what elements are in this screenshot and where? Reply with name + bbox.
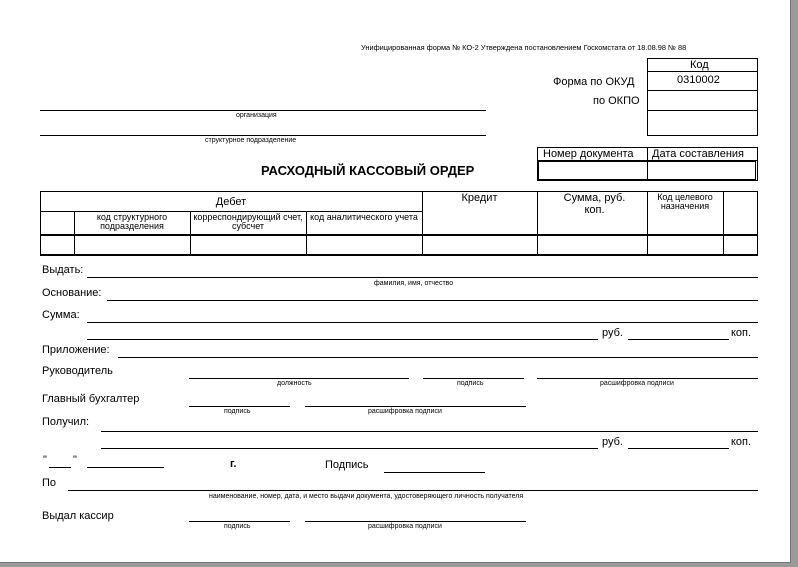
rasshifrovka-caption: расшифровка подписи: [600, 380, 674, 387]
po-line[interactable]: [68, 490, 758, 491]
organization-line[interactable]: [40, 110, 486, 111]
rasshifrovka-caption: расшифровка подписи: [368, 408, 442, 415]
okud-label: Форма по ОКУД: [553, 76, 635, 88]
quote-open: ": [43, 454, 47, 466]
quote-close: ": [73, 454, 77, 466]
prilozhenie-label: Приложение:: [42, 344, 110, 356]
form-note: Унифицированная форма № КО-2 Утверждена постановлением Госкомстата от 18.08.98 № 88: [361, 43, 687, 52]
organization-caption: организация: [236, 112, 277, 119]
division-line[interactable]: [40, 135, 486, 136]
okpo-label: по ОКПО: [593, 95, 640, 107]
podpis-label: Подпись: [325, 459, 369, 471]
rukovoditel-decode-line[interactable]: [537, 378, 758, 379]
doc-caption: наименование, номер, дата, и место выдачи документа, удостоверяющего личность получателя: [209, 493, 524, 500]
row-cell-division-code[interactable]: [75, 236, 189, 253]
rub-label: руб.: [602, 436, 623, 448]
summa-label: Сумма:: [42, 309, 80, 321]
dolzhnost-caption: должность: [277, 380, 312, 387]
summa-line-2[interactable]: [87, 339, 598, 340]
rub-label: руб.: [602, 327, 623, 339]
podpis-caption: подпись: [224, 408, 251, 415]
osnovanie-label: Основание:: [42, 287, 102, 299]
poluchil-line[interactable]: [101, 431, 758, 432]
glavbuh-sign-line[interactable]: [189, 406, 290, 407]
poluchil-line-2[interactable]: [101, 448, 598, 449]
podpis-caption: подпись: [457, 380, 484, 387]
fio-caption: фамилия, имя, отчество: [374, 280, 454, 287]
vydal-kassir-label: Выдал кассир: [42, 510, 114, 522]
kop-label: коп.: [731, 327, 752, 339]
osnovanie-line[interactable]: [107, 300, 758, 301]
podpis-caption: подпись: [224, 523, 251, 530]
date-header: Дата составления: [652, 148, 744, 160]
glavbuh-decode-line[interactable]: [305, 406, 526, 407]
kod-label: Код: [690, 59, 709, 71]
kassir-decode-line[interactable]: [305, 521, 526, 522]
god-label: г.: [230, 458, 237, 470]
division-caption: структурное подразделение: [205, 137, 297, 144]
month-line[interactable]: [87, 467, 164, 468]
rukovoditel-label: Руководитель: [42, 365, 113, 377]
debit-sub-analytic-code: код аналитического учета: [310, 212, 418, 222]
row-cell-target-code[interactable]: [648, 236, 722, 253]
row-cell[interactable]: [41, 236, 73, 253]
okud-value: 0310002: [677, 74, 720, 86]
kop-label: коп.: [731, 436, 752, 448]
summa-line[interactable]: [87, 322, 758, 323]
sum-header: Сумма, руб. коп.: [563, 192, 626, 216]
rukovoditel-sign-line[interactable]: [423, 378, 524, 379]
vydat-line[interactable]: [87, 277, 758, 278]
rukovoditel-position-line[interactable]: [189, 378, 409, 379]
po-label: По: [42, 477, 57, 489]
okpo-field[interactable]: [648, 91, 757, 109]
poluchil-label: Получил:: [42, 416, 90, 428]
poluchil-rub-line[interactable]: [628, 448, 729, 449]
vydat-label: Выдать:: [42, 264, 84, 276]
rub-line[interactable]: [628, 339, 729, 340]
debit-sub-division-code: код структурного подразделения: [96, 212, 168, 232]
row-cell-analytic-code[interactable]: [307, 236, 421, 253]
kassir-sign-line[interactable]: [189, 521, 290, 522]
receiver-sign-line[interactable]: [384, 472, 485, 473]
number-header: Номер документа: [543, 148, 634, 160]
rasshifrovka-caption: расшифровка подписи: [368, 523, 442, 530]
row-cell-credit[interactable]: [423, 236, 536, 253]
document-number-field[interactable]: [540, 163, 645, 178]
document-title: РАСХОДНЫЙ КАССОВЫЙ ОРДЕР: [261, 163, 475, 178]
row-cell-sum[interactable]: [538, 236, 646, 253]
glavbuh-label: Главный бухгалтер: [42, 393, 140, 405]
day-line[interactable]: [49, 467, 71, 468]
credit-header: Кредит: [461, 192, 498, 204]
debit-sub-account: корреспондирующий счет, субсчет: [193, 212, 303, 232]
target-code-header: Код целевого назначения: [657, 192, 713, 212]
document-date-field[interactable]: [650, 163, 755, 178]
prilozhenie-line[interactable]: [118, 357, 758, 358]
debit-header: Дебет: [215, 196, 247, 208]
row-cell-account[interactable]: [191, 236, 305, 253]
